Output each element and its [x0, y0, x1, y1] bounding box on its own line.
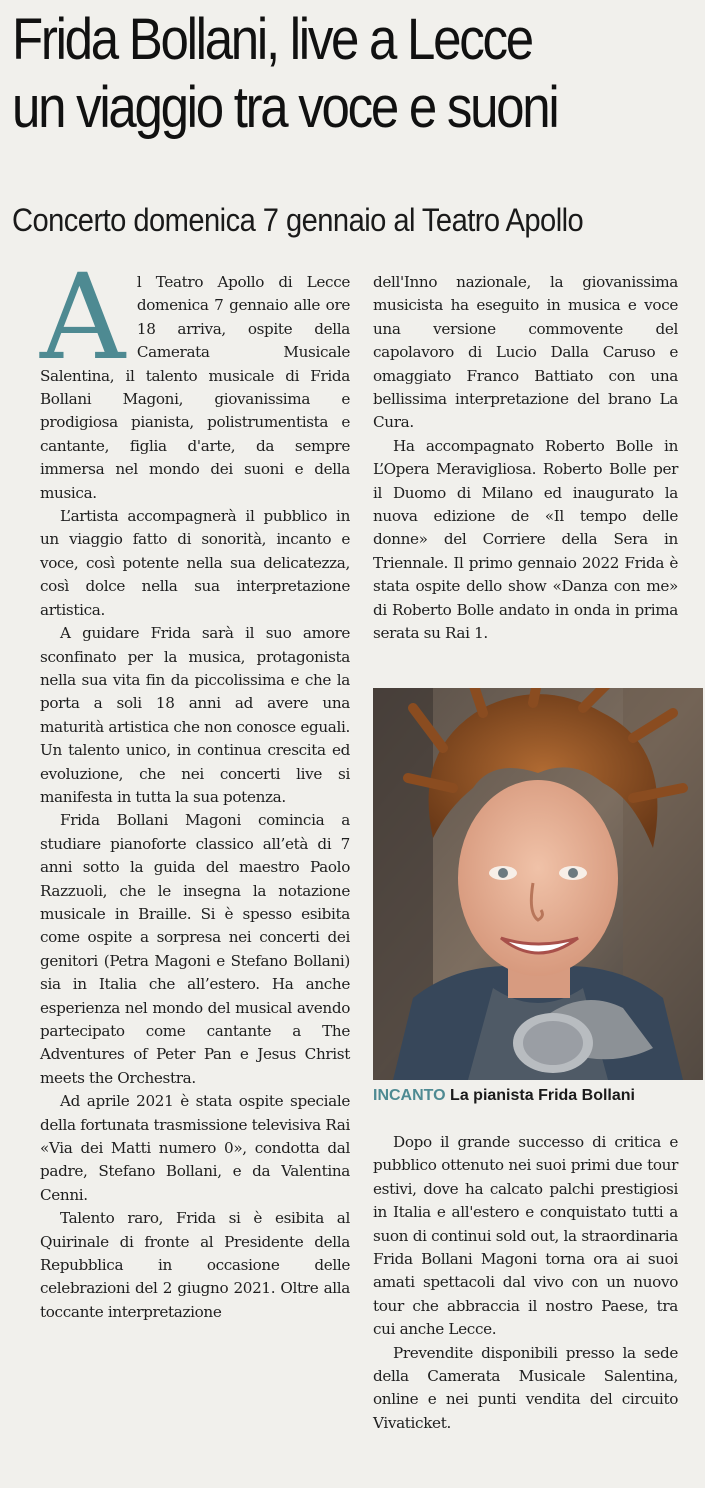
subheadline: Concerto domenica 7 gennaio al Teatro Apollo [12, 202, 584, 238]
article-column-right-top [373, 271, 678, 646]
paragraph: Prevendite disponibili presso la sede della Camerata Musicale Salentina, online e nei punti vendita del circuito Vivaticket. [373, 1343, 678, 1432]
article-column-right-bottom [373, 1131, 678, 1435]
headline-line-2: un viaggio tra voce e suoni [12, 75, 558, 140]
paragraph: Dopo il grande successo di critica e pubblico ottenuto nei suoi primi due tour estivi, dove ha calcato palchi prestigiosi in Italia e all'estero e conquistato tutti a suon di continui sold out, la straordinaria Frida Bollani Magoni torna ora ai suoi amati spettacoli dal vivo con un nuovo tour che abbraccia il nostro Paese, tra cui anche Lecce. [373, 1133, 678, 1339]
portrait-illustration [373, 688, 703, 1080]
drop-cap: A [40, 248, 125, 386]
headline [12, 6, 619, 142]
article-column-left [40, 248, 350, 1324]
caption-tag: INCANTO [373, 1087, 446, 1104]
paragraph: A guidare Frida sarà il suo amore sconfinato per la musica, protagonista nella sua vita fin da piccolissima e che la porta a soli 18 anni ad avere una maturità artistica che non conosce eguali. Un talento unico, in continua crescita ed evoluzione, che nei concerti live si manifesta in tutta la sua potenza. [40, 624, 350, 806]
caption-text: La pianista Frida Bollani [450, 1087, 635, 1104]
paragraph: Talento raro, Frida si è esibita al Quirinale di fronte al Presidente della Repubblica in occasione delle celebrazioni del 2 giugno 2021. Oltre alla toccante interpretazione [40, 1209, 350, 1321]
headline-line-1: Frida Bollani, live a Lecce [12, 7, 532, 72]
paragraph: Ad aprile 2021 è stata ospite speciale della fortunata trasmissione televisiva Rai «Via dei Matti numero 0», condotta dal padre, Stefano Bollani, e da Valentina Cenni. [40, 1092, 350, 1204]
paragraph: L’artista accompagnerà il pubblico in un viaggio fatto di sonorità, incanto e voce, così potente nella sua delicatezza, così dolce nella sua interpretazione artistica. [40, 507, 350, 619]
paragraph: dell'Inno nazionale, la giovanissima musicista ha eseguito in musica e voce una versione commovente del capolavoro di Lucio Dalla Caruso e omaggiato Franco Battiato con una bellissima interpretazione del brano La Cura. [373, 273, 678, 432]
paragraph: l Teatro Apollo di Lecce domenica 7 gennaio alle ore 18 arriva, ospite della Camerata Musicale Salentina, il talento musicale di Frida Bollani Magoni, giovanissima e prodigiosa pianista, polistrumentista e cantante, figlia d'arte, da sempre immersa nel mondo dei suoni e della musica. [40, 273, 350, 502]
paragraph: Ha accompagnato Roberto Bolle in L’Opera Meravigliosa. Roberto Bolle per il Duomo di Milano ed inaugurato la nuova edizione de «Il tempo delle donne» del Corriere della Sera in Triennale. Il primo gennaio 2022 Frida è stata ospite dello show «Danza con me» di Roberto Bolle andato in onda in prima serata su Rai 1. [373, 436, 678, 643]
artist-photo [373, 688, 703, 1080]
paragraph: Frida Bollani Magoni comincia a studiare pianoforte classico all’età di 7 anni sotto la guida del maestro Paolo Razzuoli, che le insegna la notazione musicale in Braille. Si è spesso esibita come ospite a sorpresa nei concerti dei genitori (Petra Magoni e Stefano Bollani) sia in Italia che all’estero. Ha anche esperienza nel mondo del musical avendo partecipato come cantante a The Adventures of Peter Pan e Jesus Christ meets the Orchestra. [40, 811, 350, 1087]
photo-caption [373, 1084, 703, 1108]
